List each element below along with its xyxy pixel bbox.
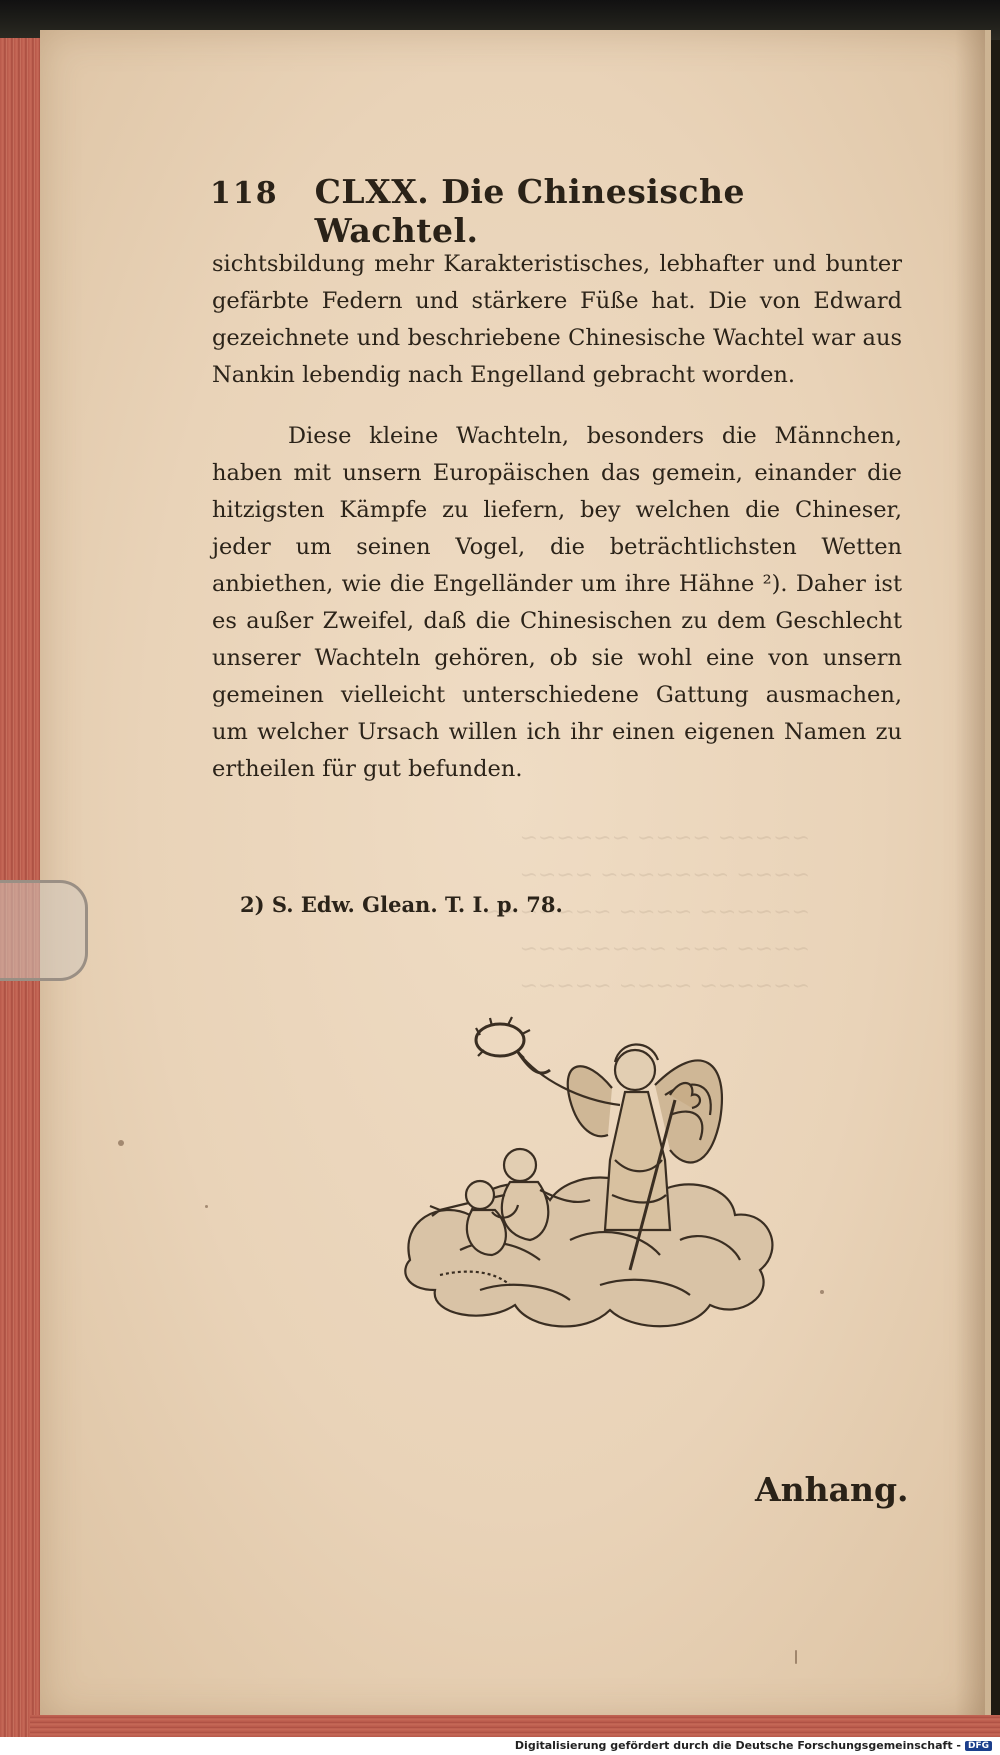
footnote: 2) S. Edw. Glean. T. I. p. 78. bbox=[240, 892, 563, 917]
paragraph-2: Diese kleine Wachteln, besonders die Männchen, haben mit unsern Europäischen das gemein, einander die hitzigsten Kämpfe zu liefern, bey welchen die Chineser, jeder um seinen Vogel, die beträchtlichsten Wetten anbiethen, wie die Engelländer um ihre Hähne ²). Daher ist es außer Zweifel, daß die Chinesischen zu dem Geschlecht unserer Wachteln gehören, ob sie wohl eine von unsern gemeinen vielleicht unterschiedene Gattung ausmachen, um welcher Ursach willen ich ihr einen eigenen Namen zu ertheilen für gut befunden. bbox=[212, 423, 902, 782]
paper-mark bbox=[795, 1650, 797, 1664]
dfg-logo-icon: DFG bbox=[965, 1741, 992, 1751]
footer-credit bbox=[515, 1739, 992, 1752]
catchword: Anhang. bbox=[755, 1470, 909, 1509]
scanner-page-clip bbox=[0, 880, 88, 981]
page-gutter-shadow bbox=[955, 30, 985, 1720]
footer-credit-text: Digitalisierung gefördert durch die Deutsche Forschungsgemeinschaft - bbox=[514, 1739, 961, 1752]
cherub-cloud-vignette-icon bbox=[400, 1000, 785, 1345]
paper-speck bbox=[118, 1140, 124, 1146]
paper-speck bbox=[205, 1205, 208, 1208]
book-bottom-edge bbox=[30, 1715, 1000, 1737]
paper-speck bbox=[820, 1290, 824, 1294]
paragraph-1: sichtsbildung mehr Karakteristisches, lebhafter und bunter gefärbte Federn und stärkere Füße hat. Die von Edward gezeichnete und beschriebene Chinesische Wachtel war aus Nankin lebendig nach Engelland gebracht worden. bbox=[212, 251, 902, 388]
page-title: CLXX. Die Chinesische Wachtel. bbox=[314, 172, 745, 250]
page-number: 118 bbox=[210, 176, 279, 211]
body-text bbox=[212, 246, 902, 788]
running-header bbox=[210, 172, 910, 250]
bleed-through-text: ~~~~~ ~~~~ ~~~~~~ ~~~~ ~~~~~~~ ~~~~ ~~~~~~ ~~~~ ~~~~~~~ ~~~~ ~~~ ~~~~~~~~ ~~~~~~ ~~~~ ~~~~~ bbox=[482, 826, 810, 999]
